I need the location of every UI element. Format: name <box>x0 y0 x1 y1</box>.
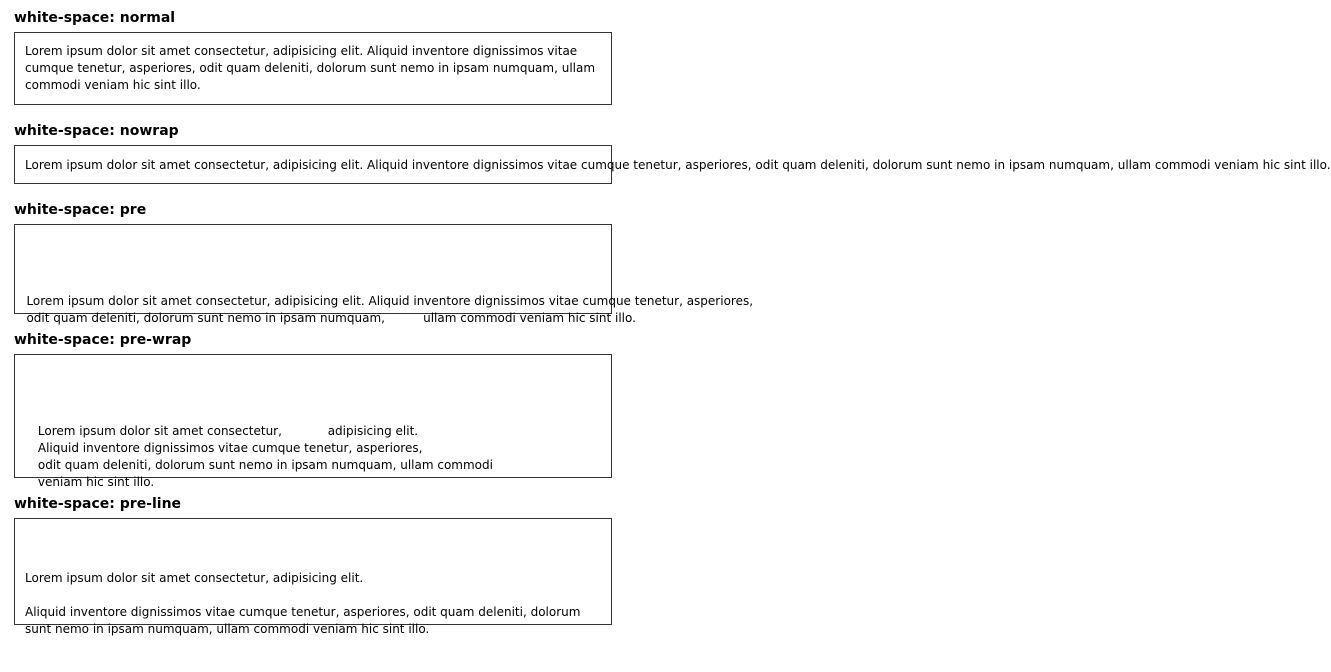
demo-text-pre-line: Lorem ipsum dolor sit amet consectetur, adipisicing elit. Aliquid inventore dignissimos vitae cumque tenetur, asperiores, odit quam deleniti, dolorum sunt nemo in ipsam numquam, ullam commodi veniam hic sint illo. <box>25 571 581 636</box>
section-title-normal: white-space: normal <box>14 10 176 26</box>
section-title-pre-wrap: white-space: pre-wrap <box>14 332 192 348</box>
demo-box-nowrap <box>14 145 1331 184</box>
demo-text-pre-wrap: Lorem ipsum dolor sit amet consectetur, adipisicing elit. Aliquid inventore dignissimos vitae cumque tenetur, asperiores, odit quam deleniti, dolorum sunt nemo in ipsam numquam, ullam commodi veniam hic sint illo. <box>37 424 493 489</box>
section-title-pre-line: white-space: pre-line <box>14 496 182 512</box>
demo-box-pre <box>14 224 754 325</box>
demo-text-pre: Lorem ipsum dolor sit amet consectetur, adipisicing elit. Aliquid inventore dignissimos vitae cumque tenetur, asperiores, odit quam deleniti, dolorum sunt nemo in ipsam numquam, ullam commodi veniam hic sint illo. <box>26 294 754 325</box>
demo-text-nowrap: Lorem ipsum dolor sit amet consectetur, adipisicing elit. Aliquid inventore dignissimos vitae cumque tenetur, asperiores, odit quam deleniti, dolorum sunt nemo in ipsam numquam, ullam commodi veniam hic sint illo. <box>25 158 1331 172</box>
demo-text-normal: Lorem ipsum dolor sit amet consectetur, adipisicing elit. Aliquid inventore dignissimos vitae cumque tenetur, asperiores, odit quam deleniti, dolorum sunt nemo in ipsam numquam, ullam commodi veniam hic sint illo. <box>25 44 596 92</box>
section-title-nowrap: white-space: nowrap <box>14 123 179 139</box>
demo-box-normal <box>14 32 612 105</box>
section-title-pre: white-space: pre <box>14 202 147 218</box>
demo-box-pre-line <box>14 518 612 636</box>
demo-box-pre-wrap <box>14 354 612 489</box>
